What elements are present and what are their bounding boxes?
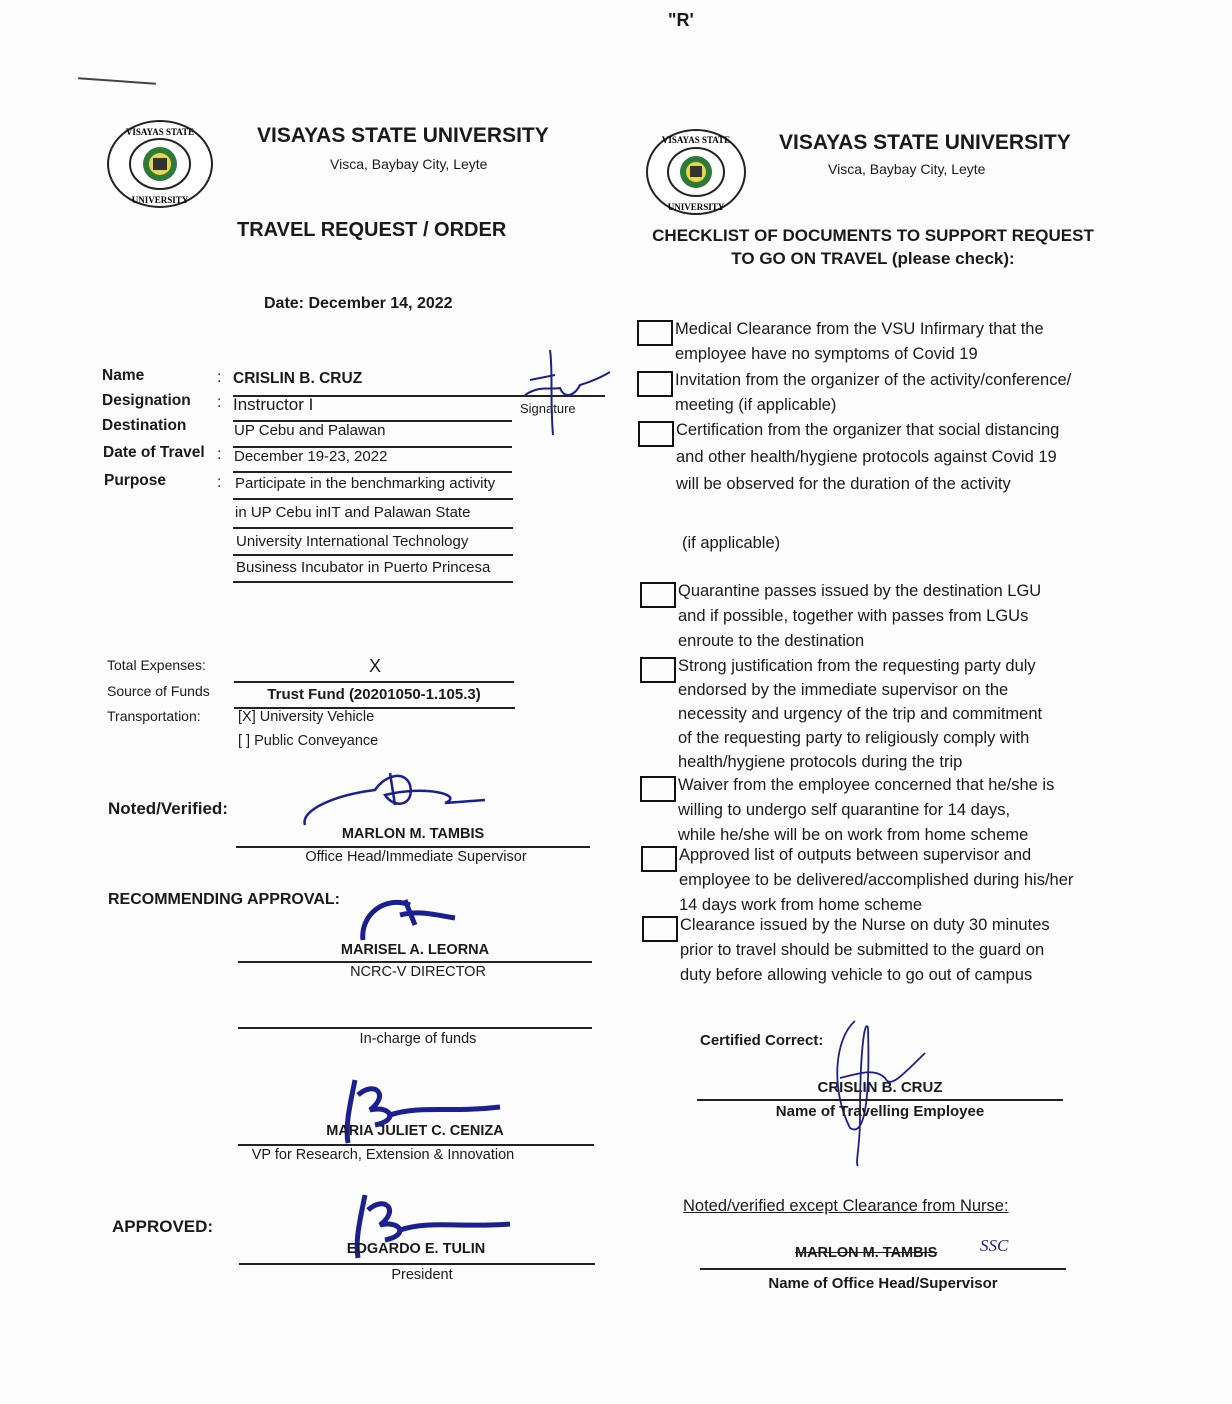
field-label-designation: Designation bbox=[102, 392, 191, 409]
checklist-item-text: Strong justification from the requesting party duly bbox=[678, 657, 1036, 675]
initials-handwritten: SSC bbox=[980, 1236, 1009, 1255]
field-label-date-of-travel: Date of Travel bbox=[103, 444, 205, 461]
checklist-item-text: while he/she will be on work from home scheme bbox=[678, 826, 1029, 844]
certified-correct-label: Certified Correct: bbox=[700, 1032, 824, 1049]
university-name: VISAYAS STATE UNIVERSITY bbox=[779, 131, 1071, 154]
office-head-role: Name of Office Head/Supervisor bbox=[768, 1275, 998, 1292]
office-head-name-struck: MARLON M. TAMBIS bbox=[795, 1245, 938, 1261]
svg-text:UNIVERSITY: UNIVERSITY bbox=[667, 202, 725, 212]
checklist-item-text: and other health/hygiene protocols against Covid 19 bbox=[676, 448, 1057, 466]
field-value-name: CRISLIN B. CRUZ bbox=[233, 370, 363, 387]
checklist-item-text: will be observed for the duration of the activity bbox=[676, 475, 1011, 493]
checklist-item-text: Quarantine passes issued by the destination LGU bbox=[678, 582, 1042, 600]
field-value-designation: Instructor I bbox=[233, 395, 314, 414]
director-signature bbox=[355, 890, 465, 945]
field-value-destination: UP Cebu and Palawan bbox=[234, 422, 386, 439]
source-of-funds-value: Trust Fund (20201050-1.105.3) bbox=[267, 686, 481, 703]
expenses-underline bbox=[234, 681, 514, 683]
checklist-item-text: prior to travel should be submitted to the guard on bbox=[680, 941, 1045, 959]
checklist-item-text: meeting (if applicable) bbox=[675, 396, 837, 414]
field-label-purpose: Purpose bbox=[104, 472, 167, 489]
university-address: Visca, Baybay City, Leyte bbox=[828, 161, 986, 177]
recommending-approval-label: RECOMMENDING APPROVAL: bbox=[108, 891, 340, 908]
field-label-name: Name bbox=[102, 367, 145, 384]
field-value-purpose: Participate in the benchmarking activity bbox=[235, 475, 496, 492]
noted-role: Office Head/Immediate Supervisor bbox=[305, 849, 527, 865]
president-signature-line bbox=[239, 1263, 595, 1265]
checklist-item-text: Clearance issued by the Nurse on duty 30 minutes bbox=[680, 916, 1050, 934]
president-name: EDGARDO E. TULIN bbox=[346, 1241, 486, 1257]
form-title: TRAVEL REQUEST / ORDER bbox=[237, 219, 507, 241]
vp-signature-line bbox=[238, 1144, 594, 1146]
university-address: Visca, Baybay City, Leyte bbox=[330, 156, 488, 172]
office-head-signature-line bbox=[700, 1268, 1066, 1270]
checklist-checkbox[interactable] bbox=[640, 582, 676, 608]
noted-name: MARLON M. TAMBIS bbox=[341, 826, 485, 842]
colon: : bbox=[217, 446, 222, 463]
supervisor-signature bbox=[295, 765, 495, 835]
approved-label: APPROVED: bbox=[112, 1217, 214, 1236]
checklist-item-text: duty before allowing vehicle to go out of campus bbox=[680, 966, 1033, 984]
noted-signature-line bbox=[236, 846, 590, 848]
checklist-item-text: employee to be delivered/accomplished during his/her bbox=[679, 871, 1074, 889]
checklist-checkbox[interactable] bbox=[638, 421, 674, 447]
svg-text:VISAYAS STATE: VISAYAS STATE bbox=[661, 135, 731, 145]
university-name: VISAYAS STATE UNIVERSITY bbox=[257, 124, 549, 147]
checklist-heading-line1: CHECKLIST OF DOCUMENTS TO SUPPORT REQUEST bbox=[652, 226, 1094, 245]
purpose-underline bbox=[233, 498, 513, 500]
checklist-item-text: health/hygiene protocols during the trip bbox=[678, 753, 963, 771]
date-underline bbox=[233, 471, 512, 473]
transportation-label: Transportation: bbox=[107, 708, 201, 724]
checklist-checkbox[interactable] bbox=[640, 657, 676, 683]
checklist-checkbox[interactable] bbox=[640, 776, 676, 802]
employee-signature-line bbox=[697, 1099, 1063, 1101]
scan-mark: "R' bbox=[668, 10, 694, 30]
university-seal-logo bbox=[106, 119, 214, 209]
field-value-date-of-travel: December 19-23, 2022 bbox=[234, 448, 388, 465]
checklist-heading-line2: TO GO ON TRAVEL (please check): bbox=[731, 249, 1015, 268]
university-seal-logo bbox=[645, 128, 747, 216]
purpose-underline bbox=[233, 581, 513, 583]
checklist-item-text: Waiver from the employee concerned that he/she is bbox=[678, 776, 1055, 794]
funds-signature-line bbox=[238, 1027, 592, 1029]
svg-text:VISAYAS STATE: VISAYAS STATE bbox=[125, 127, 195, 137]
checklist-item-text: Approved list of outputs between supervisor and bbox=[679, 846, 1032, 864]
president-role: President bbox=[391, 1267, 453, 1283]
checklist-item-text: 14 days work from home scheme bbox=[679, 896, 923, 914]
svg-text:UNIVERSITY: UNIVERSITY bbox=[131, 195, 189, 205]
scan-artifact bbox=[78, 77, 156, 84]
colon: : bbox=[217, 369, 222, 386]
colon: : bbox=[217, 474, 222, 491]
travelling-employee-role: Name of Travelling Employee bbox=[775, 1103, 985, 1120]
purpose-line: in UP Cebu inIT and Palawan State bbox=[235, 504, 471, 521]
transport-option-public-conveyance: [ ] Public Conveyance bbox=[238, 733, 379, 749]
checklist-checkbox[interactable] bbox=[637, 320, 673, 346]
purpose-line: University International Technology bbox=[236, 533, 469, 550]
purpose-underline bbox=[233, 554, 513, 556]
signature-label: Signature bbox=[520, 401, 576, 416]
noted-verified-label: Noted/Verified: bbox=[108, 799, 228, 818]
travelling-employee-name: CRISLIN B. CRUZ bbox=[817, 1079, 943, 1096]
checklist-item-text: willing to undergo self quarantine for 14 days, bbox=[678, 801, 1011, 819]
transport-option-university-vehicle: [X] University Vehicle bbox=[238, 709, 375, 725]
vp-name: MARIA JULIET C. CENIZA bbox=[326, 1123, 504, 1139]
recommending-name: MARISEL A. LEORNA bbox=[340, 942, 490, 958]
recommending-role: NCRC-V DIRECTOR bbox=[350, 964, 486, 980]
checklist-item-text: employee have no symptoms of Covid 19 bbox=[675, 345, 978, 363]
total-expenses-label: Total Expenses: bbox=[107, 657, 206, 673]
checklist-item-text: Invitation from the organizer of the activity/conference/ bbox=[675, 371, 1072, 389]
source-of-funds-label: Source of Funds bbox=[107, 683, 210, 699]
checklist-item-text: of the requesting party to religiously comply with bbox=[678, 729, 1030, 747]
checklist-checkbox[interactable] bbox=[641, 846, 677, 872]
funds-role: In-charge of funds bbox=[359, 1031, 477, 1047]
form-date: Date: December 14, 2022 bbox=[264, 295, 453, 312]
checklist-item-text: Certification from the organizer that social distancing bbox=[676, 421, 1060, 439]
checklist-item-text: Medical Clearance from the VSU Infirmary that the bbox=[675, 320, 1044, 338]
checklist-item-text: endorsed by the immediate supervisor on the bbox=[678, 681, 1009, 699]
checklist-item-text: enroute to the destination bbox=[678, 632, 865, 650]
total-expenses-value: X bbox=[369, 656, 382, 676]
colon: : bbox=[217, 394, 222, 411]
vp-role: VP for Research, Extension & Innovation bbox=[251, 1147, 515, 1163]
applicant-signature bbox=[505, 340, 615, 440]
if-applicable-note: (if applicable) bbox=[682, 534, 781, 552]
noted-except-label: Noted/verified except Clearance from Nurse: bbox=[683, 1197, 1009, 1215]
employee-signature bbox=[820, 1018, 935, 1168]
purpose-underline bbox=[233, 527, 513, 529]
checklist-item-text: necessity and urgency of the trip and commitment bbox=[678, 705, 1043, 723]
checklist-item-text: and if possible, together with passes from LGUs bbox=[678, 607, 1029, 625]
field-label-destination: Destination bbox=[102, 417, 187, 434]
checklist-checkbox[interactable] bbox=[642, 916, 678, 942]
purpose-line: Business Incubator in Puerto Princesa bbox=[236, 559, 491, 576]
recommending-signature-line bbox=[238, 961, 592, 963]
checklist-checkbox[interactable] bbox=[637, 371, 673, 397]
